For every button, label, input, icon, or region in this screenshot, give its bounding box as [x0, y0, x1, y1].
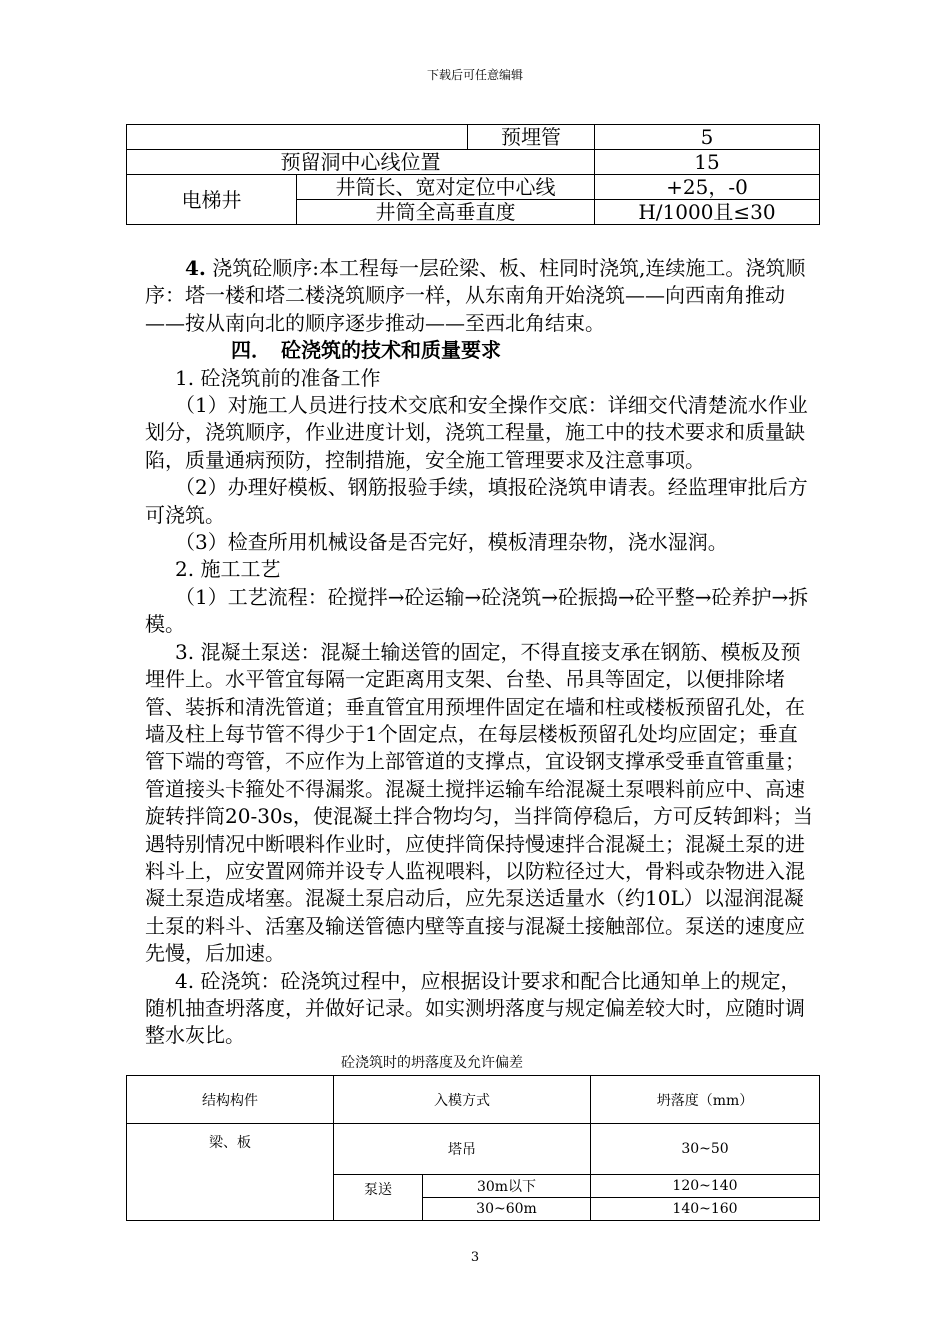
subsection-title: 1. 砼浇筑前的准备工作 — [175, 365, 381, 390]
table-row — [127, 125, 820, 150]
table-cell-value: 15 — [595, 150, 820, 175]
paragraph-pouring: 4. 砼浇筑：砼浇筑过程中，应根据设计要求和配合比通知单上的规定，随机抽查坍落度，并做好记录。如实测坍落度与规定偏差较大时，应随时调整水灰比。 — [145, 968, 805, 1048]
table-cell-sub: 30m以下 — [423, 1175, 591, 1198]
paragraph-pour-sequence — [145, 255, 817, 337]
paragraph: （1）工艺流程：砼搅拌→砼运输→砼浇筑→砼振捣→砼平整→砼养护→拆模。 — [145, 584, 809, 637]
table-header-row — [127, 1076, 820, 1124]
paragraph: （2）办理好模板、钢筋报验手续，填报砼浇筑申请表。经监理审批后方可浇筑。 — [145, 475, 808, 527]
table-row — [127, 150, 820, 175]
table-cell-sub: 30~60m — [423, 1198, 591, 1221]
table-cell-group: 电梯井 — [127, 175, 297, 225]
page-header: 下载后可任意编辑 — [426, 68, 523, 82]
table-cell-label: 井筒长、宽对定位中心线 — [297, 175, 595, 200]
table-cell-label: 预埋管 — [468, 125, 595, 150]
table-cell-value: +25，-0 — [595, 175, 820, 200]
table-cell-label: 井筒全高垂直度 — [297, 200, 595, 225]
column-header: 结构构件 — [127, 1076, 334, 1124]
table-cell-slump: 30~50 — [591, 1124, 820, 1175]
column-header: 入模方式 — [334, 1076, 591, 1124]
table-cell-slump: 140~160 — [591, 1198, 820, 1221]
section-heading: 四． 砼浇筑的技术和质量要求 — [231, 338, 501, 363]
body-text — [145, 255, 817, 1050]
table-cell-value: 5 — [595, 125, 820, 150]
table-cell-method: 泵送 — [334, 1175, 423, 1221]
slump-table — [126, 1075, 820, 1221]
table-cell-method: 塔吊 — [334, 1124, 591, 1175]
paragraph: （3）检查所用机械设备是否完好，模板清理杂物，浇水湿润。 — [175, 530, 728, 555]
item-number: 4. — [185, 256, 206, 280]
subsection-title: 2. 施工工艺 — [175, 557, 281, 582]
table-cell-value: H/1000且≤30 — [595, 200, 820, 225]
table-row — [127, 1124, 820, 1175]
table-cell-label: 预留洞中心线位置 — [127, 150, 595, 175]
paragraph-pumping: 3. 混凝土泵送：混凝土输送管的固定，不得直接支承在钢筋、模板及预埋件上。水平管宜每隔一定距离用支架、台垫、吊具等固定，以便排除堵管、装拆和清洗管道；垂直管宜用预埋件固定在墙和柱或楼板预留孔处，在墙及柱上每节管不得少于1个固定点，在每层楼板预留孔处均应固定；垂直管下端的弯管，不应作为上部管道的支撑点，宜设钢支撑承受垂直管重量；管道接头卡箍处不得漏浆。混凝土搅拌运输车给混凝土泵喂料前应中、高速旋转拌筒20-30s，使混凝土拌合物均匀，当拌筒停稳后，方可反转卸料；当遇特别情况中断喂料作业时，应使拌筒保持慢速拌合混凝土；混凝土泵的进料斗上，应安置网筛并设专人监视喂料，以防粒径过大，骨料或杂物进入混凝土泵造成堵塞。混凝土泵启动后，应先泵送适量水（约10L）以湿润混凝土泵的料斗、活塞及输送管德内壁等直接与混凝土接触部位。泵送的速度应先慢，后加速。 — [145, 639, 813, 966]
column-header: 坍落度（mm） — [591, 1076, 820, 1124]
table-cell-component: 梁、板 — [127, 1124, 334, 1221]
table-cell-slump: 120~140 — [591, 1175, 820, 1198]
tolerance-table — [126, 124, 820, 225]
table-caption: 砼浇筑时的坍落度及允许偏差 — [341, 1055, 523, 1071]
paragraph-text: 浇筑砼顺序:本工程每一层砼梁、板、柱同时浇筑,连续施工。浇筑顺序：塔一楼和塔二楼浇筑顺序一样，从东南角开始浇筑——向西南角推动——按从南向北的顺序逐步推动——至西北角结束。 — [145, 256, 806, 335]
page-number: 3 — [470, 1250, 480, 1265]
table-row — [127, 175, 820, 200]
paragraph: （1）对施工人员进行技术交底和安全操作交底：详细交代清楚流水作业划分，浇筑顺序，作业进度计划，浇筑工程量，施工中的技术要求和质量缺陷，质量通病预防，控制措施，安全施工管理要求及注意事项。 — [145, 393, 808, 472]
